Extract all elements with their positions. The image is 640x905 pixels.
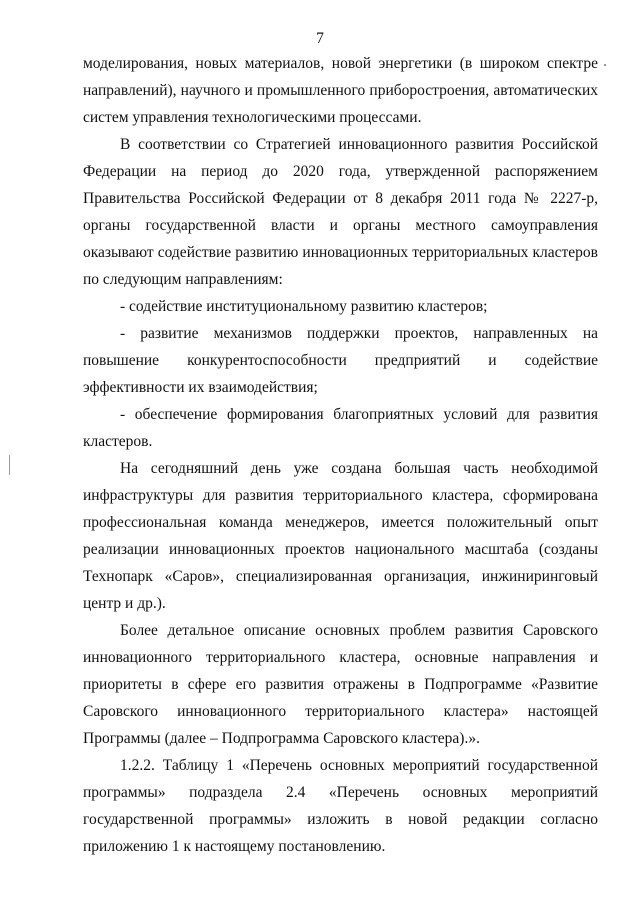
list-item-institutional: - содействие институциональному развитию кластеров; bbox=[120, 298, 488, 315]
list-item-support-mechanisms: - развитие механизмов поддержки проектов, направленных на повышение конкурентоспособности предприятий и содействие эффективности их взаимодействия; bbox=[83, 325, 598, 396]
list-item-favorable-conditions: - обеспечение формирования благоприятных условий для развития кластеров. bbox=[83, 406, 598, 450]
paragraph-infrastructure: На сегодняшний день уже создана большая часть необходимой инфраструктуры для развития территориального кластера, сформирована профессиональная команда менеджеров, имеется положительный опыт реализации инновационных проектов национального масштаба (созданы Технопарк «Саров», специализированная организация, инжиниринговый центр и др.). bbox=[83, 460, 598, 612]
scan-artifact bbox=[604, 64, 606, 66]
scan-artifact bbox=[9, 455, 10, 475]
document-body bbox=[83, 50, 598, 860]
paragraph-subprogram: Более детальное описание основных проблем развития Саровского инновационного территориального кластера, основные направления и приоритеты в сфере его развития отражены в Подпрограмме «Развитие Саровского инновационного территориального кластера» настоящей Программы (далее – Подпрограмма Саровского кластера).». bbox=[83, 622, 598, 747]
paragraph-continuation: моделирования, новых материалов, новой энергетики (в широком спектре направлений), научного и промышленного приборостроения, автоматических систем управления технологическими процессами. bbox=[83, 55, 598, 126]
paragraph-table-amendment: 1.2.2. Таблицу 1 «Перечень основных мероприятий государственной программы» подраздела 2.4 «Перечень основных мероприятий государственной программы» изложить в новой редакции согласно приложению 1 к настоящему постановлению. bbox=[83, 757, 598, 855]
paragraph-strategy: В соответствии со Стратегией инновационного развития Российской Федерации на период до 2020 года, утвержденной распоряжением Правительства Российской Федерации от 8 декабря 2011 года № 2227-р, органы государственной власти и органы местного самоуправления оказывают содействие развитию инновационных территориальных кластеров по следующим направлениям: bbox=[83, 136, 598, 288]
page-number: 7 bbox=[316, 30, 324, 47]
